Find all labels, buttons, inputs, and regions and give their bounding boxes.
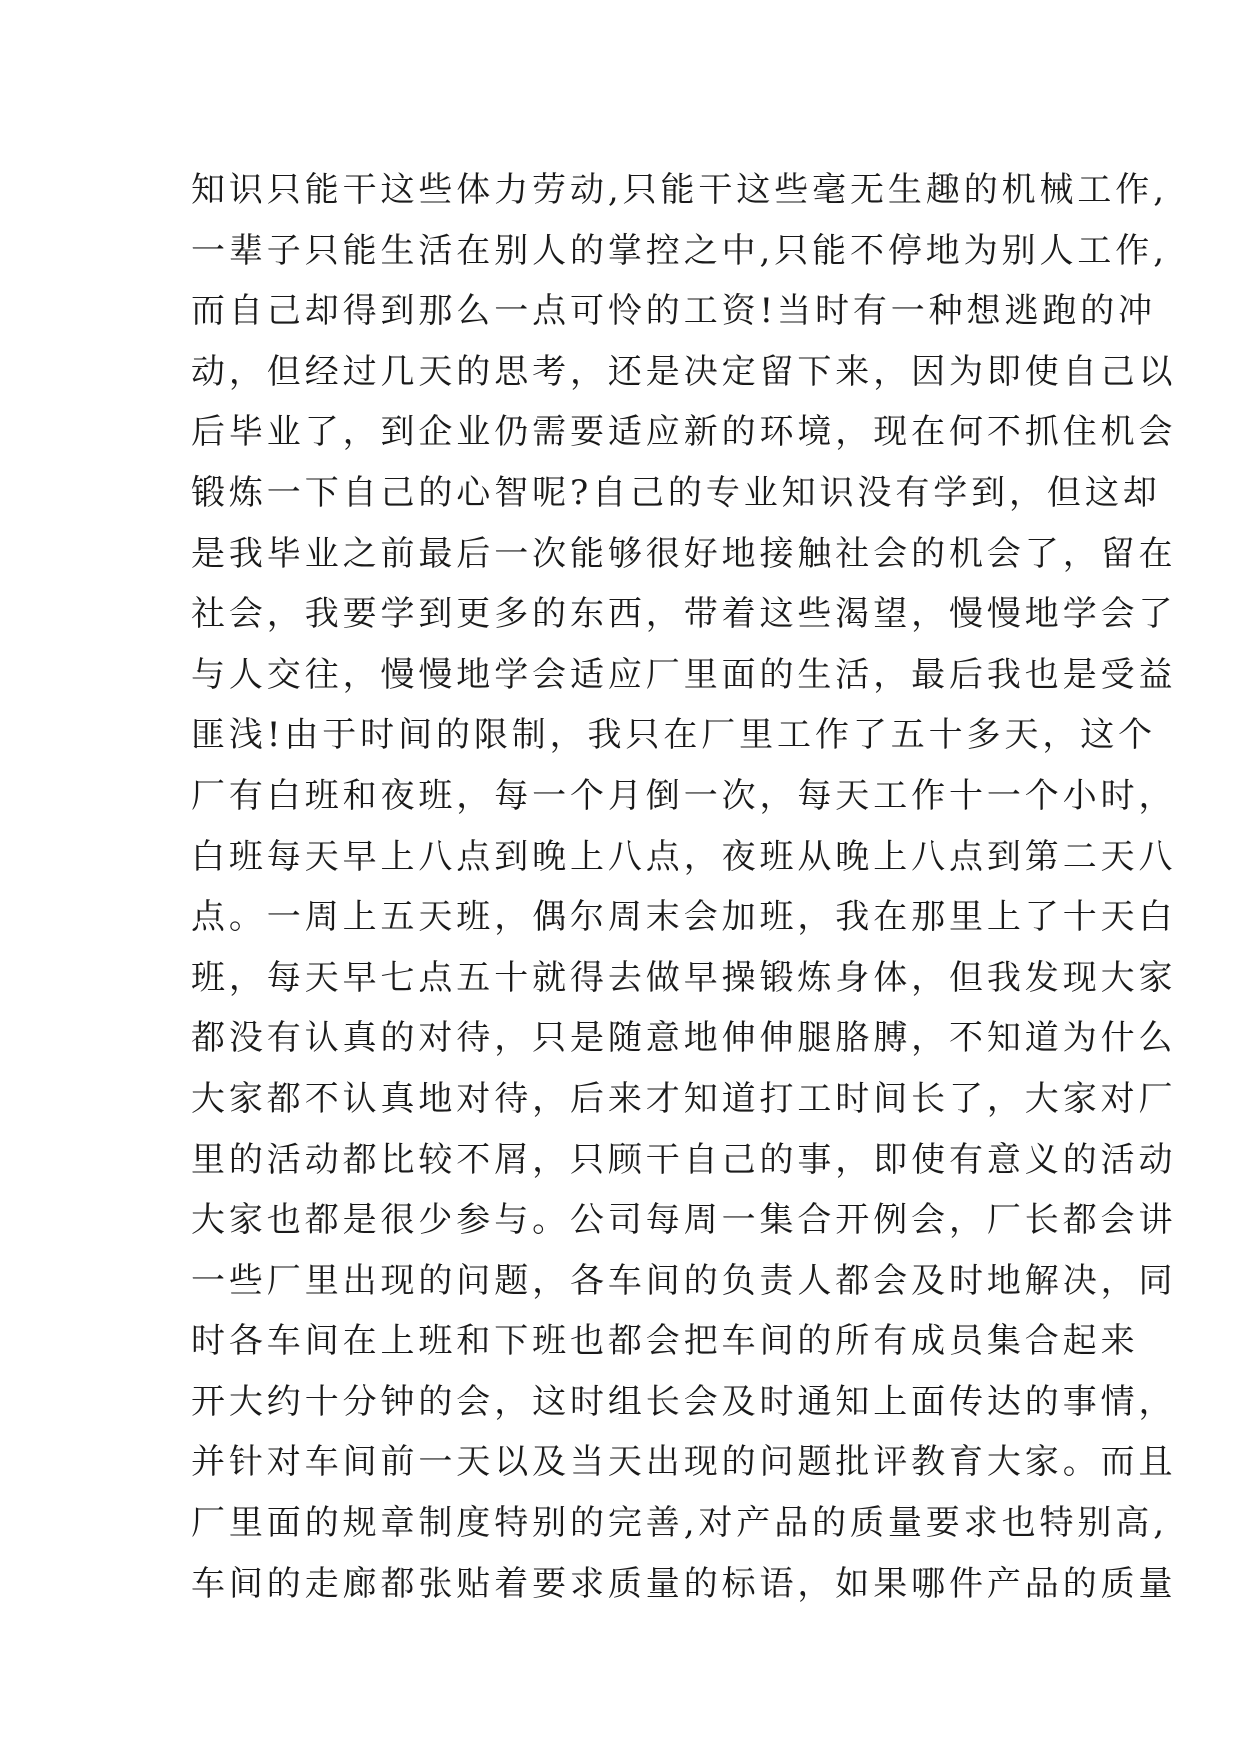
text-line: 一些厂里出现的问题，各车间的负责人都会及时地解决，同 bbox=[191, 1260, 1177, 1301]
text-line: 而自己却得到那么一点可怜的工资!当时有一种想逃跑的冲 bbox=[191, 291, 1157, 332]
text-line: 是我毕业之前最后一次能够很好地接触社会的机会了，留在 bbox=[191, 533, 1177, 574]
text-line: 一辈子只能生活在别人的掌控之中,只能不停地为别人工作, bbox=[191, 230, 1168, 271]
text-line: 知识只能干这些体力劳动,只能干这些毫无生趣的机械工作, bbox=[191, 170, 1168, 210]
text-line: 并针对车间前一天以及当天出现的问题批评教育大家。而且 bbox=[191, 1442, 1177, 1483]
text-line: 里的活动都比较不屑，只顾干自己的事，即使有意义的活动 bbox=[191, 1139, 1177, 1180]
text-line: 锻炼一下自己的心智呢?自己的专业知识没有学到，但这却 bbox=[191, 472, 1161, 513]
text-line: 大家都不认真地对待，后来才知道打工时间长了，大家对厂 bbox=[191, 1078, 1177, 1119]
text-line: 开大约十分钟的会，这时组长会及时通知上面传达的事情， bbox=[191, 1381, 1177, 1422]
text-line: 车间的走廊都张贴着要求质量的标语，如果哪件产品的质量 bbox=[191, 1563, 1177, 1604]
text-line: 匪浅!由于时间的限制，我只在厂里工作了五十多天，这个 bbox=[191, 715, 1157, 756]
text-line: 动，但经过几天的思考，还是决定留下来，因为即使自己以 bbox=[191, 351, 1177, 392]
body-paragraph bbox=[191, 160, 1177, 1614]
text-line: 后毕业了，到企业仍需要适应新的环境，现在何不抓住机会 bbox=[191, 412, 1177, 453]
text-line: 厂里面的规章制度特别的完善,对产品的质量要求也特别高, bbox=[191, 1503, 1168, 1544]
text-line: 都没有认真的对待，只是随意地伸伸腿胳膊，不知道为什么 bbox=[191, 1018, 1177, 1059]
text-line: 班，每天早七点五十就得去做早操锻炼身体，但我发现大家 bbox=[191, 957, 1177, 998]
text-line: 大家也都是很少参与。公司每周一集合开例会，厂长都会讲 bbox=[191, 1200, 1177, 1241]
text-line: 与人交往，慢慢地学会适应厂里面的生活，最后我也是受益 bbox=[191, 654, 1177, 695]
text-line: 时各车间在上班和下班也都会把车间的所有成员集合起来 bbox=[191, 1321, 1139, 1362]
text-line: 社会，我要学到更多的东西，带着这些渴望，慢慢地学会了 bbox=[191, 594, 1177, 635]
text-line: 厂有白班和夜班，每一个月倒一次，每天工作十一个小时， bbox=[191, 775, 1177, 816]
text-line: 白班每天早上八点到晚上八点，夜班从晚上八点到第二天八 bbox=[191, 836, 1177, 877]
text-line: 点。一周上五天班，偶尔周末会加班，我在那里上了十天白 bbox=[191, 897, 1177, 938]
